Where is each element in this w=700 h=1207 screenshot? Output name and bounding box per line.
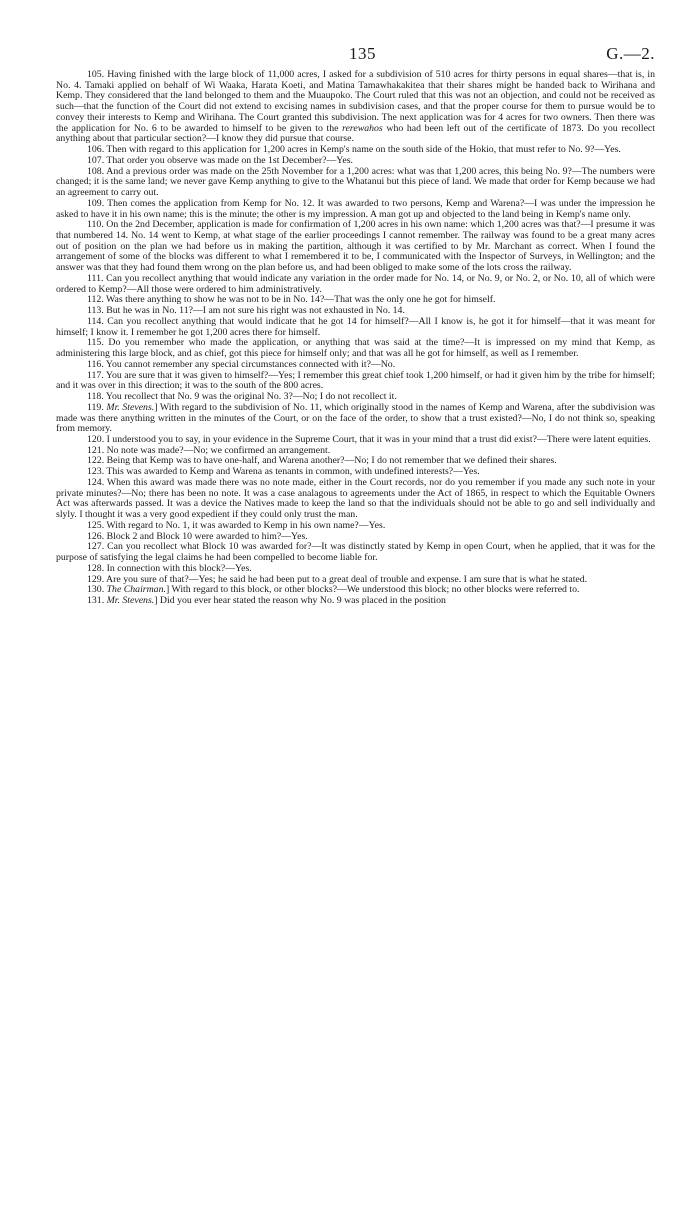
paragraph: 121. No note was made?—No; we confirmed an arrangement. <box>87 444 331 456</box>
paragraph: 116. You cannot remember any special circumstances connected with it?—No. <box>87 358 396 370</box>
paragraph: 113. But he was in No. 11?—I am not sure his right was not exhausted in No. 14. <box>87 305 405 317</box>
paragraph: 127. Can you recollect what Block 10 was awarded for?—It was distinctly stated by Kemp in open Court, when he applied, that it was for the purpose of satisfying the legal claims he had been compelled to become liable for. <box>56 541 655 564</box>
paragraph: 119. Mr. Stevens.] With regard to the subdivision of No. 11, which originally stood in the names of Kemp and Warena, after the subdivision was made was there anything written in the minutes of the Court, or on the face of the order, to show that a trust existed?—No, I do not think so, speaking from memory. <box>56 401 655 435</box>
paragraph: 126. Block 2 and Block 10 were awarded to him?—Yes. <box>87 530 308 542</box>
paragraph: 112. Was there anything to show he was not to be in No. 14?—That was the only one he got for himself. <box>87 294 496 306</box>
paragraph: 115. Do you remember who made the application, or anything that was said at the time?—It is impressed on my mind that Kemp, as administering this large block, and as chief, got this piece for himself only; and that was all he got for himself, as well as I remember. <box>56 337 655 360</box>
page-number: 135 <box>349 44 376 63</box>
paragraph: 114. Can you recollect anything that would indicate that he got 14 for himself?—All I know is, he got it for himself—that it was meant for himself; I know it. I remember he got 1,200 acres there for himself. <box>56 315 655 338</box>
paragraph: 124. When this award was made there was no note made, either in the Court records, nor do you remember if you made any such note in your private minutes?—No; there has been no note. It was a case analagous to agreements under the Act of 1865, in respect to which the Equitable Owners Act was afterwards passed. It was a device the Natives made to keep the land so that the individuals should not be able to go and sell individually and slyly. I thought it was a very good expedient if they could only trust the man. <box>56 476 655 521</box>
paragraph: 128. In connection with this block?—Yes. <box>87 562 252 574</box>
paragraph: 123. This was awarded to Kemp and Warena as tenants in common, with undefined interests?—Yes. <box>87 466 480 478</box>
paragraph: 131. Mr. Stevens.] Did you ever hear stated the reason why No. 9 was placed in the position <box>87 594 446 606</box>
paragraph: 105. Having finished with the large block of 11,000 acres, I asked for a subdivision of 510 acres for thirty persons in equal shares—that is, in No. 4. Tamaki applied on behalf of Wi Waaka, Harata Koeti, and Matina Tamawhakakitea that their shares might be handed back to Wirihana and Kemp. They considered that the land belonged to them and the Muaupoko. The Court ruled that this was not an objection, and could not be received as such—that the function of the Court did not extend to excising names in subdivision cases, and that the proper course for them to pursue would be to convey their interests to Kemp and Wirihana. The Court granted this subdivision. The next application was for 4 acres for two owners. Then there was the application for No. 6 to be awarded to himself to be given to the rerewahos who had been left out of the certificate of 1873. Do you recollect anything about that particular section?—I know they did pursue that course. <box>56 69 655 145</box>
paragraph: 111. Can you recollect anything that would indicate any variation in the order made for No. 14, or No. 9, or No. 2, or No. 10, all of which were ordered to Kemp?—All those were ordered to him administratively. <box>56 272 655 295</box>
paragraph: 129. Are you sure of that?—Yes; he said he had been put to a great deal of trouble and expense. I am sure that is what he stated. <box>87 573 588 585</box>
paragraph: 108. And a previous order was made on the 25th November for a 1,200 acres: what was that 1,200 acres, this being No. 9?—The numbers were changed; it is the same land; we never gave Kemp anything to give to the Whatanui but this piece of land. We made that order for Kemp because we had an agreement to carry out. <box>56 165 655 199</box>
document-reference: G.—2. <box>606 44 655 63</box>
paragraph: 122. Being that Kemp was to have one-half, and Warena another?—No; I do not remember that we defined their shares. <box>87 455 557 467</box>
paragraph: 106. Then with regard to this application for 1,200 acres in Kemp's name on the south side of the Hokio, that must refer to No. 9?—Yes. <box>87 144 621 156</box>
paragraph: 130. The Chairman.] With regard to this block, or other blocks?—We understood this block; no other blocks were referred to. <box>87 584 580 596</box>
paragraph: 109. Then comes the application from Kemp for No. 12. It was awarded to two persons, Kemp and Warena?—I was under the impression he asked to have it in his own name; this is the minute; the other is my impression. A man got up and objected to the land being in Kemp's name only. <box>56 197 655 220</box>
body-text <box>56 70 655 607</box>
paragraph: 120. I understood you to say, in your evidence in the Supreme Court, that it was in your mind that a trust did exist?—There were latent equities. <box>87 433 651 445</box>
paragraph: 125. With regard to No. 1, it was awarded to Kemp in his own name?—Yes. <box>87 519 386 531</box>
paragraph: 118. You recollect that No. 9 was the original No. 3?—No; I do not recollect it. <box>87 391 397 403</box>
paragraph: 107. That order you observe was made on the 1st December?—Yes. <box>87 154 353 166</box>
paragraph: 117. You are sure that it was given to himself?—Yes; I remember this great chief took 1,200 himself, or had it given him by the tribe for himself; and it was over in this direction; it was to the south of the 800 acres. <box>56 369 655 392</box>
paragraph: 110. On the 2nd December, application is made for confirmation of 1,200 acres in his own name: which 1,200 acres was that?—I presume it was that numbered 14. No. 14 went to Kemp, at what stage of the earlier proceedings I cannot remember. The railway was found to be a great many acres out of position on the plan we had before us in making the partition, although it was certified to by Mr. Marchant as correct. When I found the arrangement of some of the blocks was different to what I remembered it to be, I communicated with the Inspector of Surveys, in Wellington; and the answer was that they had found them wrong on the plan before us, and had been obliged to make some of the lots cross the railway. <box>56 219 655 274</box>
page-header <box>56 0 655 70</box>
